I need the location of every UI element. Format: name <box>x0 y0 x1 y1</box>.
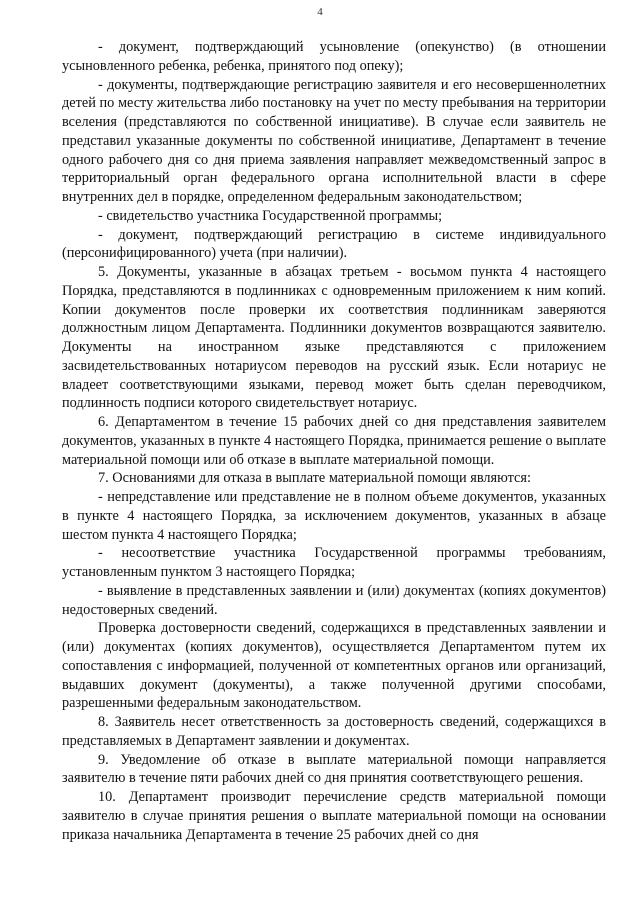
paragraph: 10. Департамент производит перечисление средств материальной помощи заявителю в случае принятия решения о выплате материальной помощи на основании приказа начальника Департамента в течение 25 рабочих дней со дня <box>62 789 606 843</box>
paragraph: 5. Документы, указанные в абзацах третьем - восьмом пункта 4 настоящего Порядка, представляются в подлинниках с одновременным приложением к ним копий. Копии документов после проверки их соответствия подлинникам заверяются должностным лицом Департамента. Подлинники документов возвращаются заявителю. Документы на иностранном языке представляются с приложением засвидетельствованных нотариусом переводов на русский язык. Если нотариус не владеет соответствующими языками, перевод может быть сделан переводчиком, подлинность подписи которого свидетельствует нотариус. <box>62 264 606 412</box>
paragraph: 8. Заявитель несет ответственность за достоверность сведений, содержащихся в представляемых в Департамент заявлении и документах. <box>62 714 606 749</box>
paragraph: - выявление в представленных заявлении и (или) документах (копиях документов) недостоверных сведений. <box>62 582 606 618</box>
paragraph: 6. Департаментом в течение 15 рабочих дней со дня представления заявителем документов, указанных в пункте 4 настоящего Порядка, принимается решение о выплате материальной помощи или об отказе в выплате материальной помощи. <box>62 414 606 468</box>
paragraph: Проверка достоверности сведений, содержащихся в представленных заявлении и (или) документах (копиях документов), осуществляется Департаментом путем их сопоставления с информацией, полученной от компетентных органов или организаций, выдавших документ (документы), а также полученной другими способами, разрешенными федеральным законодательством. <box>62 620 606 712</box>
document-body <box>62 38 606 844</box>
paragraph: - свидетельство участника Государственной программы; <box>98 207 443 224</box>
page-number: 4 <box>317 6 323 18</box>
paragraph: - документы, подтверждающие регистрацию заявителя и его несовершеннолетних детей по месту жительства либо постановку на учет по месту пребывания на территории вселения (представляются по собственной инициативе). В случае если заявитель не представил указанные документы по собственной инициативе, Департамент в течение одного рабочего дня со дня приема заявления направляет межведомственный запрос в территориальный орган федерального органа исполнительной власти в сфере внутренних дел в порядке, определенном федеральным законодательством; <box>62 76 606 205</box>
paragraph: - несоответствие участника Государственной программы требованиям, установленным пунктом 3 настоящего Порядка; <box>62 545 606 580</box>
paragraph: 7. Основаниями для отказа в выплате материальной помощи являются: <box>98 470 531 487</box>
paragraph: 9. Уведомление об отказе в выплате материальной помощи направляется заявителю в течение пяти рабочих дней со дня принятия соответствующего решения. <box>62 751 606 787</box>
paragraph: - документ, подтверждающий усыновление (опекунство) (в отношении усыновленного ребенка, ребенка, принятого под опеку); <box>62 39 606 74</box>
paragraph: - документ, подтверждающий регистрацию в системе индивидуального (персонифицированного) учета (при наличии). <box>62 226 606 262</box>
paragraph: - непредставление или представление не в полном объеме документов, указанных в пункте 4 настоящего Порядка, за исключением документов, указанных в абзаце шестом пункта 4 настоящего Порядка; <box>62 489 606 543</box>
